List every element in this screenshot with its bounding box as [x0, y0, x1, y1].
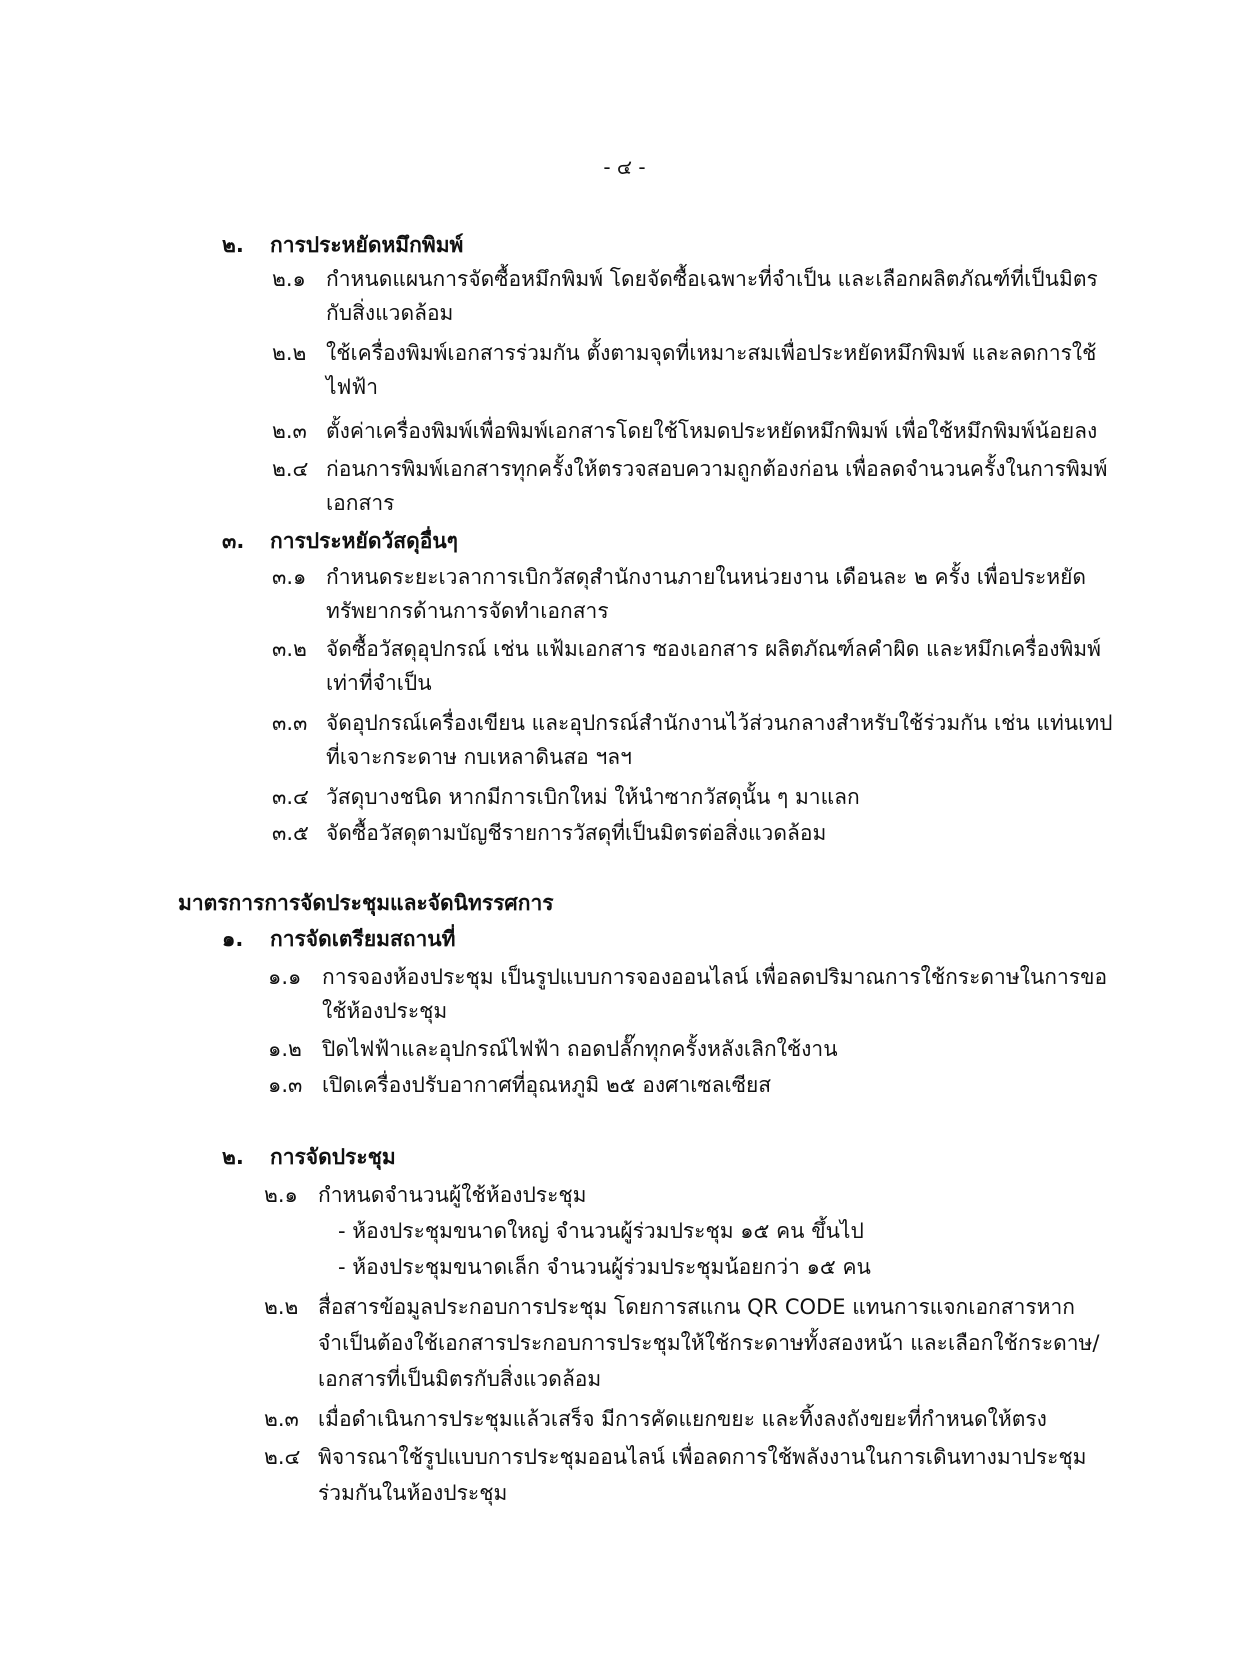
- item-text: เมื่อดำเนินการประชุมแล้วเสร็จ มีการคัดแยกขยะ และทิ้งลงถังขยะที่กำหนดให้ตรง: [318, 1407, 1047, 1431]
- list-item: [272, 706, 1113, 740]
- item-text: จัดซื้อวัสดุอุปกรณ์ เช่น แฟ้มเอกสาร ซองเอกสาร ผลิตภัณฑ์ลคำผิด และหมึกเครื่องพิมพ์: [326, 637, 1101, 661]
- item-text-continuation: ร่วมกันในห้องประชุม: [318, 1481, 508, 1505]
- item-text: กำหนดระยะเวลาการเบิกวัสดุสำนักงานภายในหน่วยงาน เดือนละ ๒ ครั้ง เพื่อประหยัด: [326, 565, 1087, 589]
- item-text-continuation: เท่าที่จำเป็น: [326, 671, 432, 695]
- item-number: ๑.๓: [268, 1073, 303, 1097]
- item-text-continuation: ไฟฟ้า: [326, 375, 379, 399]
- list-item: [272, 414, 1097, 448]
- list-item: [264, 1290, 1075, 1324]
- item-text: ก่อนการพิมพ์เอกสารทุกครั้งให้ตรวจสอบความถูกต้องก่อน เพื่อลดจำนวนครั้งในการพิมพ์: [326, 457, 1108, 481]
- list-item: [272, 780, 860, 814]
- section-title: การจัดเตรียมสถานที่: [270, 927, 456, 951]
- item-text-continuation: กับสิ่งแวดล้อม: [326, 301, 454, 325]
- item-number: ๑.๑: [268, 965, 302, 989]
- item-number: ๓.๔: [272, 785, 309, 809]
- list-item: [268, 1032, 838, 1066]
- item-number: ๒.๓: [264, 1407, 299, 1431]
- item-number: ๑.๒: [268, 1037, 302, 1061]
- item-text: วัสดุบางชนิด หากมีการเบิกใหม่ ให้นำซากวัสดุนั้น ๆ มาแลก: [326, 785, 860, 809]
- item-text: ใช้เครื่องพิมพ์เอกสารร่วมกัน ตั้งตามจุดที่เหมาะสมเพื่อประหยัดหมึกพิมพ์ และลดการใช้: [326, 341, 1097, 365]
- section-heading: [222, 922, 456, 956]
- item-text-continuation: ใช้ห้องประชุม: [322, 999, 448, 1023]
- list-item: [272, 262, 1098, 296]
- item-number: ๒.๒: [272, 341, 307, 365]
- item-number: ๒.๒: [264, 1295, 299, 1319]
- item-text: จัดอุปกรณ์เครื่องเขียน และอุปกรณ์สำนักงานไว้ส่วนกลางสำหรับใช้ร่วมกัน เช่น แท่นเทป: [326, 711, 1113, 735]
- list-item: [272, 632, 1101, 666]
- list-item: [268, 1068, 771, 1102]
- item-text: สื่อสารข้อมูลประกอบการประชุม โดยการสแกน QR CODE แทนการแจกเอกสารหาก: [318, 1295, 1076, 1319]
- list-item: [264, 1178, 586, 1212]
- sub-item: - ห้องประชุมขนาดเล็ก จำนวนผู้ร่วมประชุมน้อยกว่า ๑๕ คน: [338, 1255, 871, 1279]
- list-item: [264, 1440, 1087, 1474]
- measure-heading: มาตรการการจัดประชุมและจัดนิทรรศการ: [178, 891, 554, 915]
- item-text-continuation: จำเป็นต้องใช้เอกสารประกอบการประชุมให้ใช้กระดาษทั้งสองหน้า และเลือกใช้กระดาษ/: [318, 1331, 1100, 1355]
- item-number: ๓.๒: [272, 637, 307, 661]
- item-number: ๒.๓: [272, 419, 307, 443]
- section-heading: [222, 524, 458, 558]
- item-text: ปิดไฟฟ้าและอุปกรณ์ไฟฟ้า ถอดปลั๊กทุกครั้งหลังเลิกใช้งาน: [322, 1037, 838, 1061]
- list-item: [272, 336, 1096, 370]
- section-number: ๒.: [222, 233, 244, 257]
- item-number: ๒.๔: [264, 1445, 301, 1469]
- list-item: [268, 960, 1107, 994]
- section-title: การประหยัดวัสดุอื่นๆ: [270, 529, 458, 553]
- list-item: [272, 452, 1107, 486]
- item-text: เปิดเครื่องปรับอากาศที่อุณหภูมิ ๒๕ องศาเซลเซียส: [322, 1073, 772, 1097]
- item-text: พิจารณาใช้รูปแบบการประชุมออนไลน์ เพื่อลดการใช้พลังงานในการเดินทางมาประชุม: [318, 1445, 1087, 1469]
- item-text-continuation: เอกสารที่เป็นมิตรกับสิ่งแวดล้อม: [318, 1367, 602, 1391]
- item-text: การจองห้องประชุม เป็นรูปแบบการจองออนไลน์ เพื่อลดปริมาณการใช้กระดาษในการขอ: [322, 965, 1108, 989]
- section-number: ๒.: [222, 1145, 244, 1169]
- section-heading: [222, 228, 463, 262]
- section-number: ๓.: [222, 529, 245, 553]
- item-text-continuation: ทรัพยากรด้านการจัดทำเอกสาร: [326, 599, 609, 623]
- item-number: ๓.๓: [272, 711, 308, 735]
- item-text-continuation: เอกสาร: [326, 491, 395, 515]
- list-item: [272, 560, 1086, 594]
- page-number: - ๔ -: [603, 155, 646, 179]
- section-heading: [222, 1140, 396, 1174]
- item-text: กำหนดแผนการจัดซื้อหมึกพิมพ์ โดยจัดซื้อเฉพาะที่จำเป็น และเลือกผลิตภัณฑ์ที่เป็นมิตร: [326, 267, 1098, 291]
- list-item: [272, 816, 826, 850]
- item-text: จัดซื้อวัสดุตามบัญชีรายการวัสดุที่เป็นมิตรต่อสิ่งแวดล้อม: [326, 821, 827, 845]
- item-number: ๓.๕: [272, 821, 309, 845]
- item-number: ๓.๑: [272, 565, 307, 589]
- section-title: การจัดประชุม: [270, 1145, 396, 1169]
- list-item: [264, 1402, 1047, 1436]
- item-text: กำหนดจำนวนผู้ใช้ห้องประชุม: [318, 1183, 587, 1207]
- section-number: ๑.: [222, 927, 244, 951]
- section-title: การประหยัดหมึกพิมพ์: [270, 233, 464, 257]
- item-number: ๒.๑: [264, 1183, 298, 1207]
- item-number: ๒.๑: [272, 267, 306, 291]
- item-number: ๒.๔: [272, 457, 309, 481]
- item-text-continuation: ที่เจาะกระดาษ กบเหลาดินสอ ฯลฯ: [326, 745, 632, 769]
- item-text: ตั้งค่าเครื่องพิมพ์เพื่อพิมพ์เอกสารโดยใช้โหมดประหยัดหมึกพิมพ์ เพื่อใช้หมึกพิมพ์น้อยลง: [326, 419, 1098, 443]
- sub-item: - ห้องประชุมขนาดใหญ่ จำนวนผู้ร่วมประชุม ๑๕ คน ขึ้นไป: [338, 1219, 864, 1243]
